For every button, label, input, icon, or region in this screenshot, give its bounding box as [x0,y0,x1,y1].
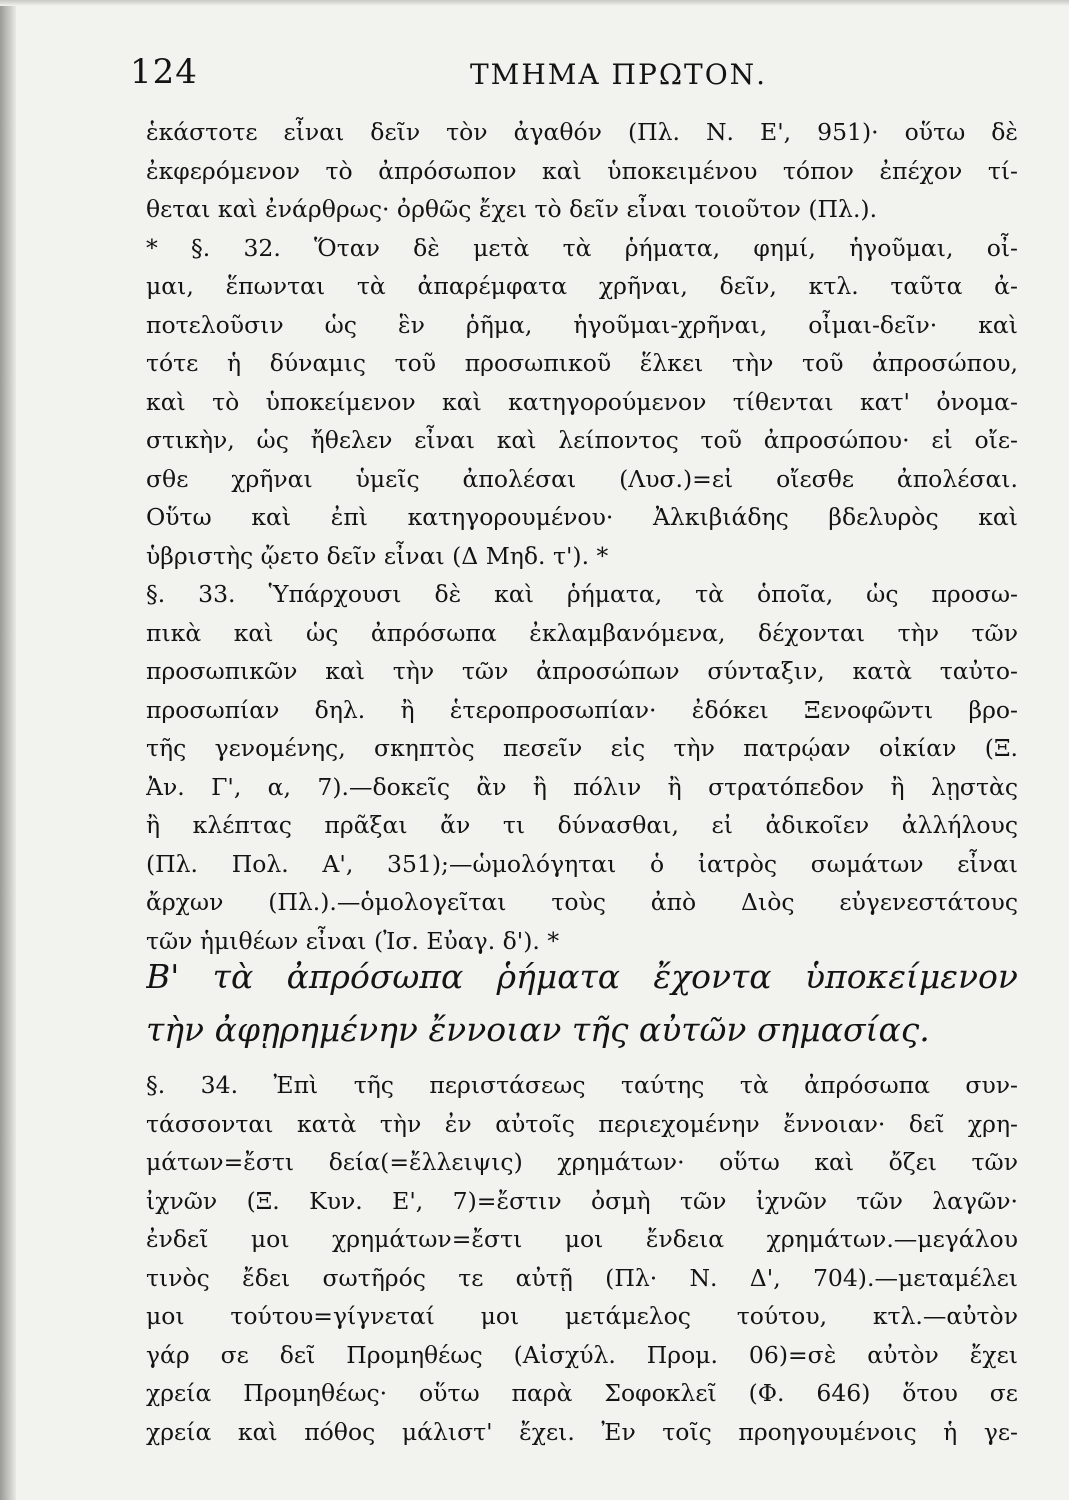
text-line: ἐκφερόμενον τὸ ἀπρόσωπον καὶ ὑποκειμένου τόπον ἐπέχον τί- [146,156,1018,185]
text-line: μοι τούτου=γίγνεταί μοι μετάμελος τούτου, κτλ.—αὐτὸν [146,1302,1018,1330]
section-heading [146,950,1018,1056]
text-line: Οὕτω καὶ ἐπὶ κατηγορουμένου· Ἀλκιβιάδης βδελυρὸς καὶ [146,503,1018,531]
page-gutter-shadow [0,0,16,1500]
text-line: στικὴν, ὡς ἤθελεν εἶναι καὶ λείποντος τοῦ ἀπροσώπου· εἰ οἴε- [146,426,1018,454]
text-line: ἢ κλέπτας πρᾶξαι ἄν τι δύνασθαι, εἰ ἀδικοῖεν ἀλλήλους [146,811,1018,839]
text-line: θεται καὶ ἐνάρθρως· ὀρθῶς ἔχει τὸ δεῖν εἶναι τοιοῦτον (Πλ.). [146,195,878,223]
text-line: μαι, ἕπωνται τὰ ἀπαρέμφατα χρῆναι, δεῖν, κτλ. ταῦτα ἀ- [146,272,1018,300]
text-line: προσωπικῶν καὶ τὴν τῶν ἀπροσώπων σύνταξιν, κατὰ ταὐτο- [146,657,1018,685]
text-line: ἄρχων (Πλ.).—ὁμολογεῖται τοὺς ἀπὸ Διὸς εὐγενεστάτους [146,888,1018,916]
text-line: πικὰ καὶ ὡς ἀπρόσωπα ἐκλαμβανόμενα, δέχονται τὴν τῶν [146,618,1018,647]
text-line: χρεία Προμηθέως· οὕτω παρὰ Σοφοκλεῖ (Φ. 646) ὅτου σε [146,1379,1018,1407]
running-head [130,52,1030,102]
text-line: χρεία καὶ πόθος μάλιστ' ἔχει. Ἐν τοῖς προηγουμένοις ἡ γε- [146,1417,1018,1446]
text-line: * §. 32. Ὅταν δὲ μετὰ τὰ ῥήματα, φημί, ἡγοῦμαι, οἶ- [146,233,1018,262]
text-line: §. 34. Ἐπὶ τῆς περιστάσεως ταύτης τὰ ἀπρόσωπα συν- [146,1071,1018,1099]
body-text-section-32-33 [146,113,1018,960]
text-line: ποτελοῦσιν ὡς ἓν ῥῆμα, ἡγοῦμαι-χρῆναι, οἶμαι-δεῖν· καὶ [146,310,1018,339]
text-line: τῆς γενομένης, σκηπτὸς πεσεῖν εἰς τὴν πατρῴαν οἰκίαν (Ξ. [146,734,1018,762]
text-line: τῶν ἡμιθέων εἶναι (Ἰσ. Εὐαγ. δ'). * [146,926,560,955]
text-line: §. 33. Ὑπάρχουσι δὲ καὶ ῥήματα, τὰ ὁποῖα, ὡς προσω- [146,580,1018,608]
text-line: τάσσονται κατὰ τὴν ἐν αὐτοῖς περιεχομένην ἔννοιαν· δεῖ χρη- [146,1109,1018,1138]
section-heading-line: Β' τὰ ἀπρόσωπα ῥήματα ἔχοντα ὑποκείμενον [146,957,1018,996]
text-line: ὑβριστὴς ᾤετο δεῖν εἶναι (Δ Μηδ. τ'). * [146,541,609,570]
body-text-section-34 [146,1066,1018,1451]
running-title: ΤΜΗΜΑ ΠΡΩΤΟΝ. [470,58,768,91]
page-top-shadow [0,0,1069,6]
page-number: 124 [130,52,198,92]
text-line: μάτων=ἔστι δεία(=ἔλλειψις) χρημάτων· οὕτω καὶ ὄζει τῶν [146,1148,1018,1176]
section-heading-line: τὴν ἀφῃρημένην ἔννοιαν τῆς αὐτῶν σημασίας. [146,1010,930,1049]
text-line: προσωπίαν δηλ. ἢ ἑτεροπροσωπίαν· ἐδόκει Ξενοφῶντι βρο- [146,695,1018,724]
text-line: ἰχνῶν (Ξ. Κυν. Ε', 7)=ἔστιν ὀσμὴ τῶν ἰχνῶν τῶν λαγῶν· [146,1186,1018,1215]
text-line: (Πλ. Πολ. Α', 351);—ὡμολόγηται ὁ ἰατρὸς σωμάτων εἶναι [146,849,1018,878]
text-line: ἑκάστοτε εἶναι δεῖν τὸν ἀγαθόν (Πλ. Ν. Ε', 951)· οὕτω δὲ [146,118,1018,146]
text-line: τινὸς ἔδει σωτῆρός τε αὐτῇ (Πλ· Ν. Δ', 704).—μεταμέλει [146,1263,1018,1292]
text-line: καὶ τὸ ὑποκείμενον καὶ κατηγορούμενον τίθενται κατ' ὀνομα- [146,387,1018,416]
text-line: σθε χρῆναι ὑμεῖς ἀπολέσαι (Λυσ.)=εἰ οἴεσθε ἀπολέσαι. [146,464,1018,493]
text-line: ἐνδεῖ μοι χρημάτων=ἔστι μοι ἔνδεια χρημάτων.—μεγάλου [146,1225,1018,1253]
text-line: γάρ σε δεῖ Προμηθέως (Αἰσχύλ. Προμ. 06)=σὲ αὐτὸν ἔχει [146,1340,1018,1369]
text-line: Ἀν. Γ', α, 7).—δοκεῖς ἂν ἢ πόλιν ἢ στρατόπεδον ἢ λῃστὰς [146,772,1018,801]
text-line: τότε ἡ δύναμις τοῦ προσωπικοῦ ἕλκει τὴν τοῦ ἀπροσώπου, [146,349,1018,377]
